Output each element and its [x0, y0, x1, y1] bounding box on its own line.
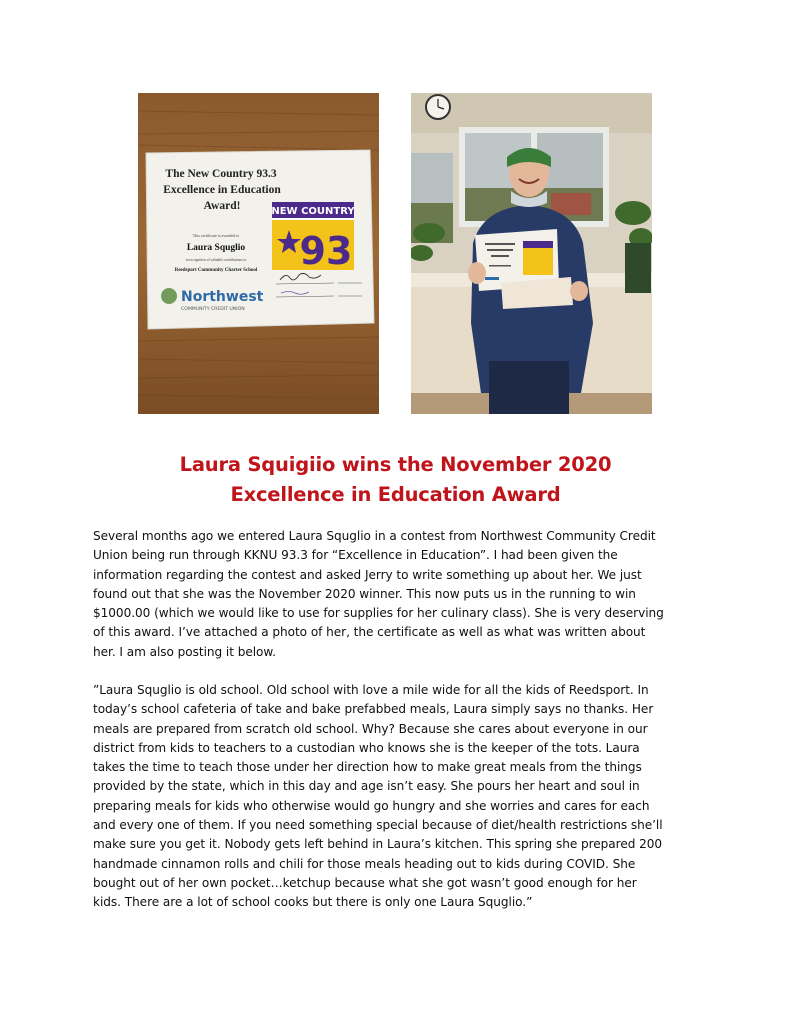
paragraph-line: information regarding the contest and asked Jerry to write something up about her. We just: [93, 567, 642, 582]
certificate-school: Reedsport Community Charter School: [174, 268, 258, 273]
paragraph-line: district from kids to teachers to a custodian who knows she is the keeper of the tots. Laura: [93, 740, 640, 755]
quote-paragraph: [93, 681, 713, 913]
certificate-awarded-caption: This certificate is awarded to: [192, 233, 240, 238]
paragraph-line: make sure you get it. Nobody gets left behind in Laura’s kitchen. This spring she prepared 200: [93, 837, 663, 852]
article-title-line-1: Laura Squigiio wins the November 2020: [179, 453, 612, 476]
paragraph-line: preparing meals for kids who otherwise would go hungry and she worries and cares for each: [93, 798, 650, 813]
station-logo: [271, 202, 355, 273]
paragraph-line: ”Laura Squglio is old school. Old school with love a mile wide for all the kids of Reedsport. In: [93, 683, 649, 697]
paragraph-line: today’s school cafeteria of take and bake prefabbed meals, Laura simply says no thanks. Her: [93, 702, 654, 717]
article-title-line-2: Excellence in Education Award: [230, 483, 561, 506]
paragraph-line: handmade cinnamon rolls and chili for those meals heading out to kids during COVID. She: [93, 856, 636, 871]
paragraph-line: $1000.00 (which we would like to use for supplies for her culinary class). She is very deserving: [93, 606, 664, 621]
paragraph-line: Several months ago we entered Laura Squglio in a contest from Northwest Community Credit: [93, 529, 656, 543]
station-logo-top: NEW COUNTRY: [271, 206, 355, 217]
paragraph-line: of this award. I’ve attached a photo of her, the certificate as well as what was written about: [93, 625, 646, 640]
sponsor-subtitle: COMMUNITY CREDIT UNION: [181, 307, 245, 312]
paragraph-line: kids. There are a lot of school cooks but there is only one Laura Squglio.”: [93, 895, 533, 910]
paragraph-line: provided by the state, which in this day and age isn’t easy. She pours her heart and soul in: [93, 779, 640, 794]
paragraph-line: takes the time to teach those under her direction how to make great meals from the things: [93, 760, 642, 775]
intro-paragraph: [93, 527, 713, 662]
paragraph-line: bought out of her own pocket…ketchup because what she got wasn’t good enough for her: [93, 875, 637, 890]
certificate-heading-2: Excellence in Education: [163, 184, 281, 196]
certificate-photo: [138, 93, 379, 414]
paragraph-line: her. I am also posting it below.: [93, 644, 276, 659]
certificate-heading-3: Award!: [203, 200, 241, 212]
certificate-recipient: Laura Squglio: [186, 243, 246, 253]
paragraph-line: found out that she was the November 2020 winner. This now puts us in the running to win: [93, 586, 636, 601]
station-logo-number: 93: [299, 229, 353, 273]
sponsor-name: Northwest: [181, 289, 264, 305]
recipient-photo: [411, 93, 652, 414]
paragraph-line: Union being run through KKNU 93.3 for “Excellence in Education”. I had been given the: [93, 548, 618, 563]
paragraph-line: meals are prepared from scratch old school. Why? Because she cares about everyone in our: [93, 721, 648, 736]
paragraph-line: and every one of them. If you need something special because of diet/health restrictions she’ll: [93, 818, 663, 833]
certificate-heading-1: The New Country 93.3: [165, 168, 277, 180]
certificate-recognition-caption: in recognition of valuable contributions to: [185, 258, 247, 262]
